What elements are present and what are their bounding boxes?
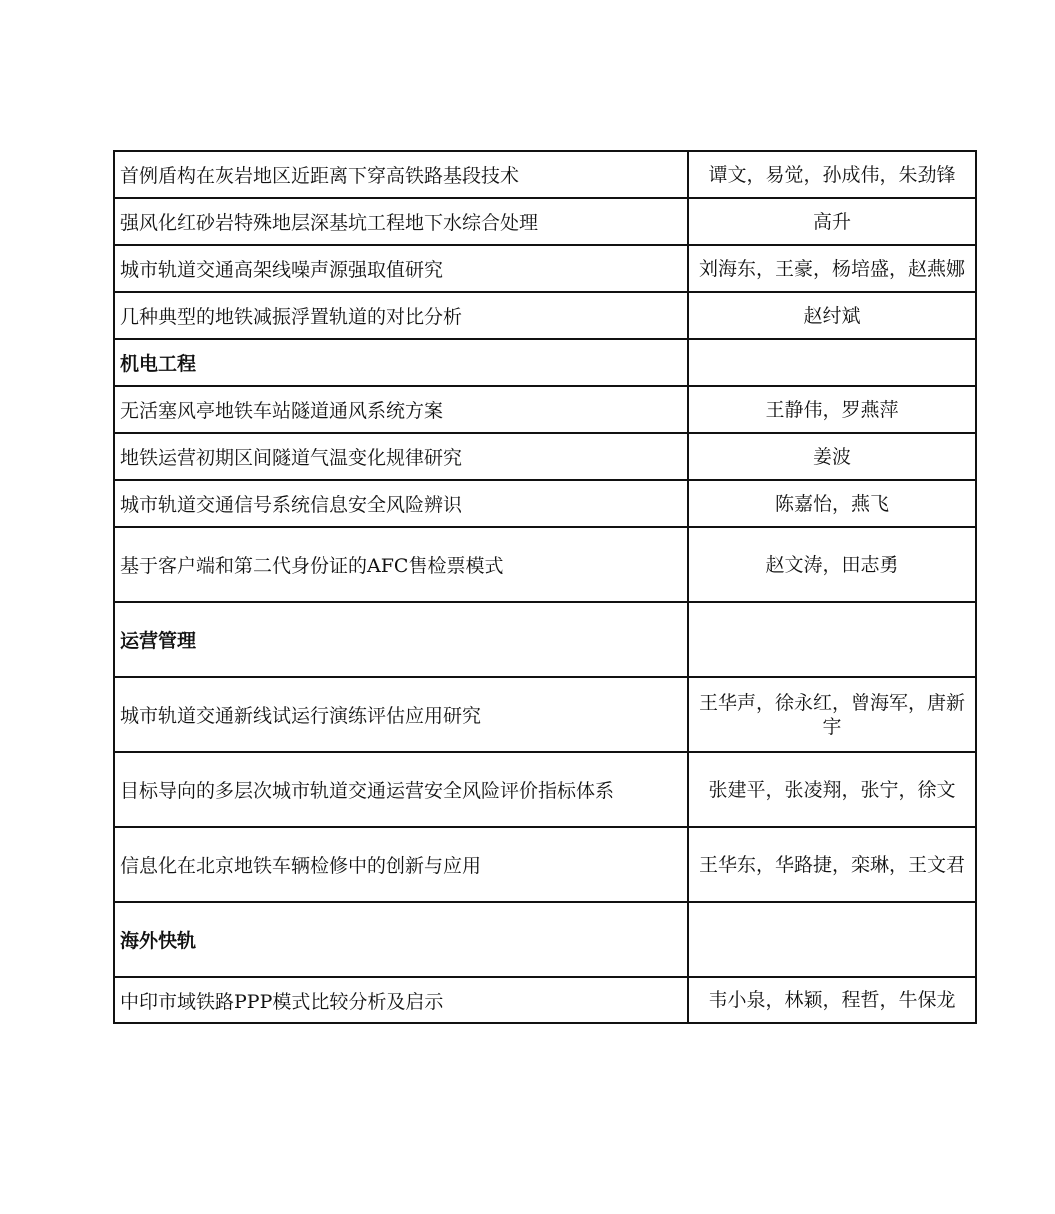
paper-authors: 韦小泉，林颖，程哲，牛保龙: [688, 977, 976, 1023]
table-row: [114, 386, 976, 433]
table-row: [114, 292, 976, 339]
section-header-row: [114, 902, 976, 977]
section-header-row: [114, 602, 976, 677]
table-body: [114, 151, 976, 1023]
table-row: [114, 977, 976, 1023]
paper-title: 中印市域铁路PPP模式比较分析及启示: [114, 977, 688, 1023]
paper-list-table: [113, 150, 977, 1024]
paper-title: 城市轨道交通高架线噪声源强取值研究: [114, 245, 688, 292]
paper-authors: 张建平，张凌翔，张宁，徐文: [688, 752, 976, 827]
paper-authors: 陈嘉怡，燕飞: [688, 480, 976, 527]
table-row: [114, 198, 976, 245]
paper-title: 基于客户端和第二代身份证的AFC售检票模式: [114, 527, 688, 602]
paper-title: 首例盾构在灰岩地区近距离下穿高铁路基段技术: [114, 151, 688, 198]
section-authors-empty: [688, 902, 976, 977]
paper-authors: 王华东，华路捷，栾琳，王文君: [688, 827, 976, 902]
paper-title: 强风化红砂岩特殊地层深基坑工程地下水综合处理: [114, 198, 688, 245]
section-authors-empty: [688, 339, 976, 386]
table-row: [114, 245, 976, 292]
table-row: [114, 677, 976, 752]
table-row: [114, 433, 976, 480]
table-row: [114, 752, 976, 827]
paper-title: 城市轨道交通新线试运行演练评估应用研究: [114, 677, 688, 752]
paper-authors: 高升: [688, 198, 976, 245]
paper-title: 目标导向的多层次城市轨道交通运营安全风险评价指标体系: [114, 752, 688, 827]
paper-title: 城市轨道交通信号系统信息安全风险辨识: [114, 480, 688, 527]
paper-title: 无活塞风亭地铁车站隧道通风系统方案: [114, 386, 688, 433]
paper-authors: 姜波: [688, 433, 976, 480]
paper-title: 几种典型的地铁减振浮置轨道的对比分析: [114, 292, 688, 339]
table-row: [114, 827, 976, 902]
paper-title: 地铁运营初期区间隧道气温变化规律研究: [114, 433, 688, 480]
paper-authors: 谭文，易觉，孙成伟，朱劲锋: [688, 151, 976, 198]
section-authors-empty: [688, 602, 976, 677]
section-header-row: [114, 339, 976, 386]
section-title: 运营管理: [114, 602, 688, 677]
paper-title: 信息化在北京地铁车辆检修中的创新与应用: [114, 827, 688, 902]
paper-authors: 王静伟，罗燕萍: [688, 386, 976, 433]
paper-authors: 刘海东，王豪，杨培盛，赵燕娜: [688, 245, 976, 292]
section-title: 海外快轨: [114, 902, 688, 977]
table-row: [114, 151, 976, 198]
table-row: [114, 480, 976, 527]
paper-authors: 赵纣斌: [688, 292, 976, 339]
table-row: [114, 527, 976, 602]
section-title: 机电工程: [114, 339, 688, 386]
paper-authors: 王华声，徐永红，曾海军，唐新宇: [688, 677, 976, 752]
paper-authors: 赵文涛，田志勇: [688, 527, 976, 602]
